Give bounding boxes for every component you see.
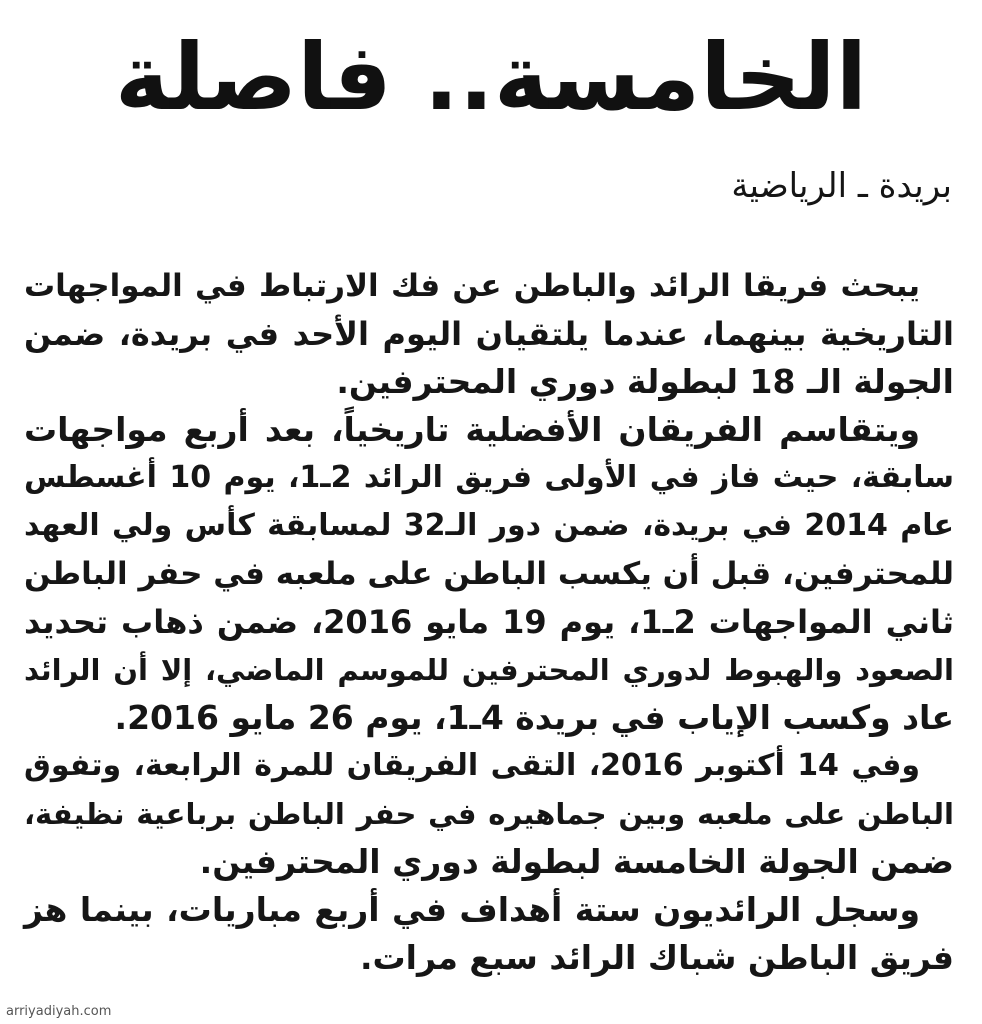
article-line: سابقة، حيث فاز في الأولى فريق الرائد 2ـ1، يوم 10 أغسطس — [24, 460, 954, 495]
article-line: وسجل الرائديون ستة أهداف في أربع مباريات، بينما هز — [24, 890, 920, 929]
article-line: وفي 14 أكتوبر 2016، التقى الفريقان للمرة الرابعة، وتفوق — [24, 748, 920, 783]
article-line: الباطن على ملعبه وبين جماهيره في حفر الباطن برباعية نظيفة، — [24, 797, 954, 831]
article-line: للمحترفين، قبل أن يكسب الباطن على ملعبه في حفر الباطن — [24, 556, 954, 592]
article-line: يبحث فريقا الرائد والباطن عن فك الارتباط في المواجهات — [24, 268, 920, 304]
article-body — [24, 262, 954, 982]
article-line: ضمن الجولة الخامسة لبطولة دوري المحترفين. — [199, 842, 954, 881]
article-line: الجولة الـ 18 لبطولة دوري المحترفين. — [336, 362, 954, 401]
article-line: عاد وكسب الإياب في بريدة 4ـ1، يوم 26 مايو 2016. — [114, 698, 954, 737]
article-line: الصعود والهبوط لدوري المحترفين للموسم الماضي، إلا أن الرائد — [24, 653, 954, 687]
article-line: عام 2014 في بريدة، ضمن دور الـ32 لمسابقة كأس ولي العهد — [24, 508, 954, 543]
byline: بريدة ـ الرياضية — [731, 166, 952, 206]
article-line: فريق الباطن شباك الرائد سبع مرات. — [359, 938, 954, 977]
article-line: ثاني المواجهات 2ـ1، يوم 19 مايو 2016، ضمن ذهاب تحديد — [24, 603, 955, 641]
source-watermark: arriyadiyah.com — [6, 1004, 112, 1019]
headline: الخامسة.. فاصلة — [114, 24, 868, 131]
article-line: ويتقاسم الفريقان الأفضلية تاريخياً، بعد أربع مواجهات — [24, 410, 920, 449]
article-line: التاريخية بينهما، عندما يلتقيان اليوم الأحد في بريدة، ضمن — [24, 315, 954, 353]
